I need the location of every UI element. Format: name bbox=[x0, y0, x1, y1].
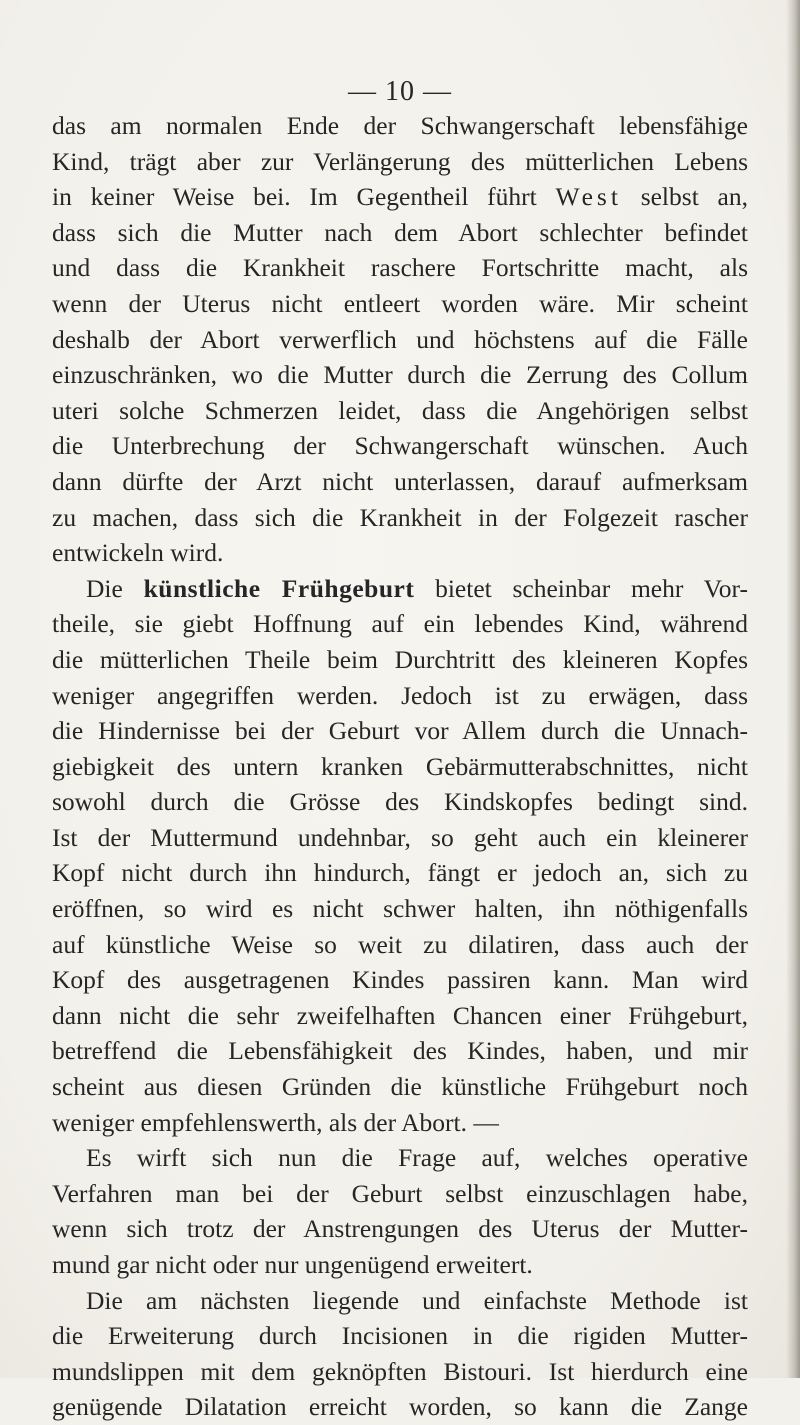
text-line: giebigkeit des untern kranken Gebärmutterabschnittes, nicht bbox=[52, 751, 748, 781]
text-line: Verfahren man bei der Geburt selbst einzuschlagen habe, bbox=[52, 1178, 748, 1208]
page-edge-shadow bbox=[786, 0, 800, 1378]
text-line: die mütterlichen Theile beim Durchtritt des kleineren Kopfes bbox=[52, 644, 748, 674]
text-line: deshalb der Abort verwerflich und höchstens auf die Fälle bbox=[52, 324, 748, 354]
text-line: weniger angegriffen werden. Jedoch ist zu erwägen, dass bbox=[52, 680, 748, 710]
emphasized-name: West bbox=[555, 182, 622, 212]
text-line: Es wirft sich nun die Frage auf, welches operative bbox=[86, 1143, 748, 1173]
text-line: genügende Dilatation erreicht worden, so kann die Zange bbox=[52, 1392, 748, 1422]
text-line: die Unterbrechung der Schwangerschaft wünschen. Auch bbox=[52, 431, 748, 461]
text-line: das am normalen Ende der Schwangerschaft lebensfähige bbox=[52, 111, 748, 140]
text-run: bietet scheinbar mehr Vor- bbox=[414, 573, 748, 603]
text-line: Ist der Muttermund undehnbar, so geht auch ein kleinerer bbox=[52, 822, 748, 852]
text-line: dass sich die Mutter nach dem Abort schlechter befindet bbox=[52, 217, 748, 247]
text-line: wenn der Uterus nicht entleert worden wäre. Mir scheint bbox=[52, 288, 748, 318]
text-line: betreffend die Lebensfähigkeit des Kindes, haben, und mir bbox=[52, 1036, 748, 1066]
text-line: einzuschränken, wo die Mutter durch die Zerrung des Collum bbox=[52, 360, 748, 390]
text-run: Die bbox=[86, 573, 144, 603]
text-line: Kind, trägt aber zur Verlängerung des mütterlichen Lebens bbox=[52, 146, 748, 176]
text-line: Kopf nicht durch ihn hindurch, fängt er jedoch an, sich zu bbox=[52, 858, 748, 888]
text-line bbox=[52, 179, 748, 215]
text-line: eröffnen, so wird es nicht schwer halten, ihn nöthigenfalls bbox=[52, 894, 748, 924]
text-line: scheint aus diesen Gründen die künstliche Frühgeburt noch bbox=[52, 1072, 748, 1102]
text-line: wenn sich trotz der Anstrengungen des Uterus der Mutter- bbox=[52, 1214, 748, 1244]
text-line: Kopf des ausgetragenen Kindes passiren kann. Man wird bbox=[52, 965, 748, 995]
text-line: zu machen, dass sich die Krankheit in der Folgezeit rascher bbox=[52, 502, 748, 532]
page-number: — 10 — bbox=[348, 76, 452, 107]
text-line: Die am nächsten liegende und einfachste Methode ist bbox=[86, 1285, 748, 1315]
text-line: die Erweiterung durch Incisionen in die rigiden Mutter- bbox=[52, 1321, 748, 1351]
text-line: sowohl durch die Grösse des Kindskopfes bedingt sind. bbox=[52, 787, 748, 817]
body-text bbox=[52, 108, 748, 1425]
text-run: selbst an, bbox=[621, 182, 748, 212]
text-line: die Hindernisse bei der Geburt vor Allem durch die Unnach- bbox=[52, 716, 748, 746]
text-line: uteri solche Schmerzen leidet, dass die Angehörigen selbst bbox=[52, 395, 748, 425]
text-line: weniger empfehlenswerth, als der Abort. — bbox=[52, 1107, 499, 1137]
text-line: dann dürfte der Arzt nicht unterlassen, darauf aufmerksam bbox=[52, 466, 748, 496]
text-line: auf künstliche Weise so weit zu dilatiren, dass auch der bbox=[52, 929, 748, 959]
text-line: und dass die Krankheit raschere Fortschritte macht, als bbox=[52, 253, 748, 283]
text-line: mund gar nicht oder nur ungenügend erweitert. bbox=[52, 1250, 533, 1279]
text-line: dann nicht die sehr zweifelhaften Chancen einer Frühgeburt, bbox=[52, 1000, 748, 1030]
text-line: mundslippen mit dem geknöpften Bistouri. Ist hierdurch eine bbox=[52, 1356, 748, 1386]
text-line: theile, sie giebt Hoffnung auf ein lebendes Kind, während bbox=[52, 609, 748, 639]
section-heading-term: künstliche Frühgeburt bbox=[143, 573, 415, 603]
text-line: entwickeln wird. bbox=[52, 538, 224, 568]
text-line bbox=[52, 571, 748, 607]
text-run: in keiner Weise bei. Im Gegentheil führt bbox=[52, 182, 556, 212]
